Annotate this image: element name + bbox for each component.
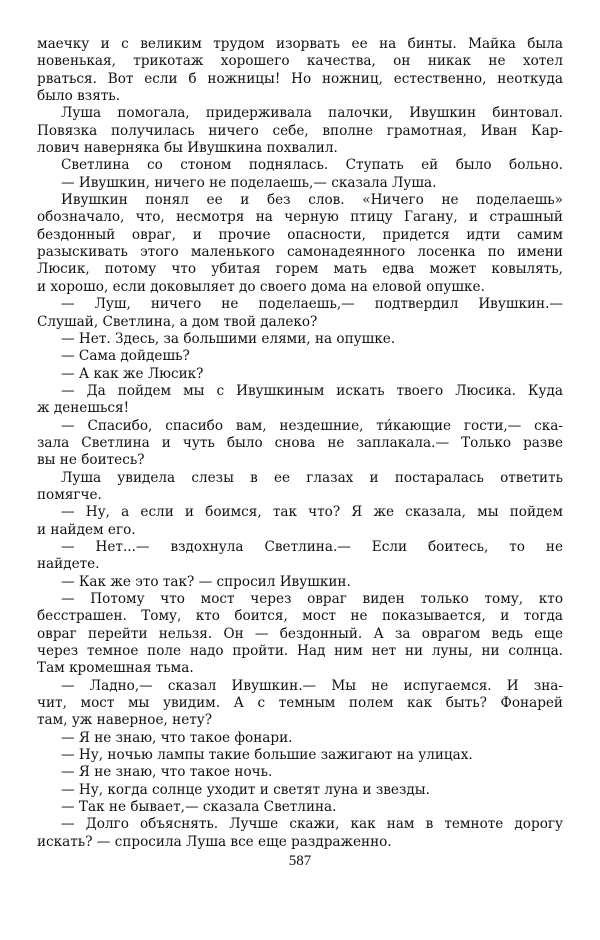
text-line: разыскивать этого маленького самонадеянного лосенка по имени [37,244,563,261]
text-line: Светлина со стоном поднялась. Ступать ей было больно. [61,157,563,174]
text-line: — Как же это так? — спросил Ивушкин. [61,573,351,590]
text-line: через темное поле надо пройти. Над ним нет ни луны, ни солнца. [37,643,563,660]
text-line: вы не боитесь? [37,452,145,469]
text-line: чит, мост мы увидим. А с темным полем как быть? Фонарей [37,695,563,712]
text-line: и найдем его. [37,521,136,538]
text-line: — Ну, а если и боимся, так что? Я же сказала, мы пойдем [61,504,563,521]
text-line: Люсик, потому что убитая горем мать едва может ковылять, [37,261,563,278]
text-line: бездонный овраг, и прочие опасности, придется идти самим [37,226,563,243]
text-line: рваться. Вот если б ножницы! Но ножниц, естественно, неоткуда [37,70,563,87]
text-line: лович наверняка бы Ивушкина похвалил. [37,140,338,157]
text-line: — Нет. Здесь, за большими елями, на опушке. [61,330,396,347]
body-text [37,36,563,851]
text-line: Луша помогала, придерживала палочки, Ивушкин бинтовал. [61,105,563,122]
text-line: новенькая, трикотаж хорошего качества, он никак не хотел [37,53,563,70]
text-line: — Я не знаю, что такое ночь. [61,764,273,781]
text-line: и хорошо, если доковыляет до своего дома на еловой опушке. [37,278,485,295]
text-line: маечку и с великим трудом изорвать ее на бинты. Майка была [37,36,563,52]
text-line: — Да пойдем мы с Ивушкиным искать твоего Люсика. Куда [61,382,563,399]
text-line: помягче. [37,486,102,503]
text-line: — Луш, ничего не поделаешь,— подтвердил Ивушкин.— [61,296,563,313]
text-line: Луша увидела слезы в ее глазах и постаралась ответить [61,469,563,486]
text-line: — Ну, ночью лампы такие большие зажигают на улицах. [61,747,473,764]
text-line: найдете. [37,556,100,573]
text-line: овраг перейти нельзя. Он — бездонный. А за оврагом ведь еще [37,625,563,642]
text-line: бесстрашен. Тому, кто боится, мост не показывается, и тогда [37,608,563,625]
text-line: — Я не знаю, что такое фонари. [61,729,293,746]
text-line: зала Светлина и чуть было снова не заплакала.— Только разве [37,434,563,451]
text-line: — Долго объяснять. Лучше скажи, как нам в темноте дорогу [61,816,563,833]
text-line: Слушай, Светлина, а дом твой далеко? [37,313,318,330]
text-line: обозначало, что, несмотря на черную птицу Гагану, и страшный [37,209,563,226]
text-line: ж денешься! [37,400,130,417]
text-line: — Спасибо, спасибо вам, нездешние, ти́кающие гости,— ска- [61,417,563,434]
text-line: — Ладно,— сказал Ивушкин.— Мы не испугаемся. И зна- [61,677,563,694]
text-line: — Так не бывает,— сказала Светлина. [61,799,337,816]
text-line: Ивушкин понял ее и без слов. «Ничего не поделаешь» [61,192,563,209]
text-line: — Ивушкин, ничего не поделаешь,— сказала Луша. [61,174,437,191]
text-line: — Сама дойдешь? [61,348,190,365]
text-line: — Потому что мост через овраг виден только тому, кто [61,591,563,607]
text-line: там, уж наверное, нету? [37,712,213,729]
text-line: — Нет...— вздохнула Светлина.— Если боитесь, то не [61,538,563,555]
page-number: 587 [288,853,312,869]
text-line: — Ну, когда солнце уходит и светят луна и звезды. [61,781,430,798]
text-line: Там кромешная тьма. [37,660,194,677]
text-line: было взять. [37,88,121,105]
text-line: Повязка получилась ничего себе, вполне грамотная, Иван Кар- [37,122,563,139]
text-line: — А как же Люсик? [61,365,204,382]
text-line: искать? — спросила Луша все еще раздраженно. [37,833,392,850]
